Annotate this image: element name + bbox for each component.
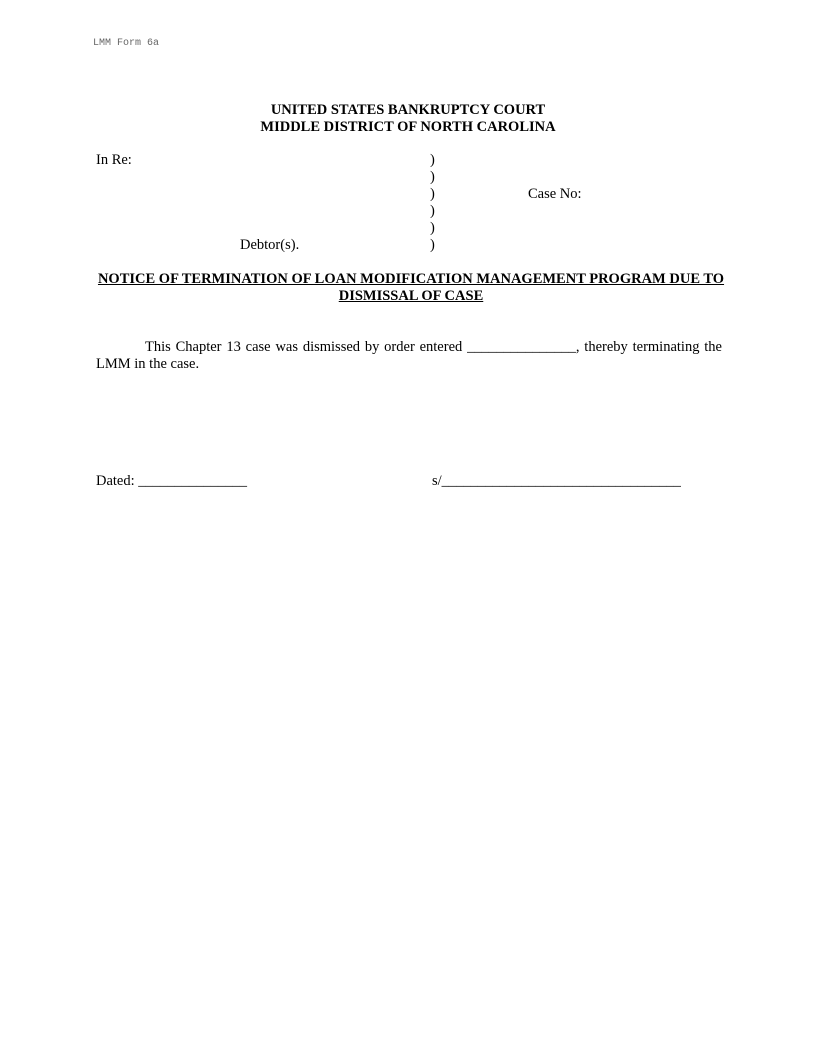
court-district: MIDDLE DISTRICT OF NORTH CAROLINA: [260, 119, 556, 135]
caption-paren: ): [430, 152, 435, 168]
notice-title: NOTICE OF TERMINATION OF LOAN MODIFICATION MANAGEMENT PROGRAM DUE TO DISMISSAL OF CASE: [97, 271, 725, 304]
caption-paren: ): [430, 220, 435, 236]
caption-paren: ): [430, 237, 435, 253]
body-paragraph: This Chapter 13 case was dismissed by order entered _______________, thereby terminating the LMM in the case.: [96, 339, 722, 372]
case-number-label: Case No:: [528, 186, 582, 202]
caption-paren: ): [430, 186, 435, 202]
court-name: UNITED STATES BANKRUPTCY COURT: [270, 102, 546, 118]
dated-line: Dated: _______________: [96, 473, 248, 489]
form-label: LMM Form 6a: [93, 38, 160, 49]
caption-paren: ): [430, 169, 435, 185]
debtor-label: Debtor(s).: [240, 237, 300, 253]
caption-paren: ): [430, 203, 435, 219]
signature-line: s/_________________________________: [432, 473, 681, 489]
in-re-label: In Re:: [96, 152, 132, 168]
